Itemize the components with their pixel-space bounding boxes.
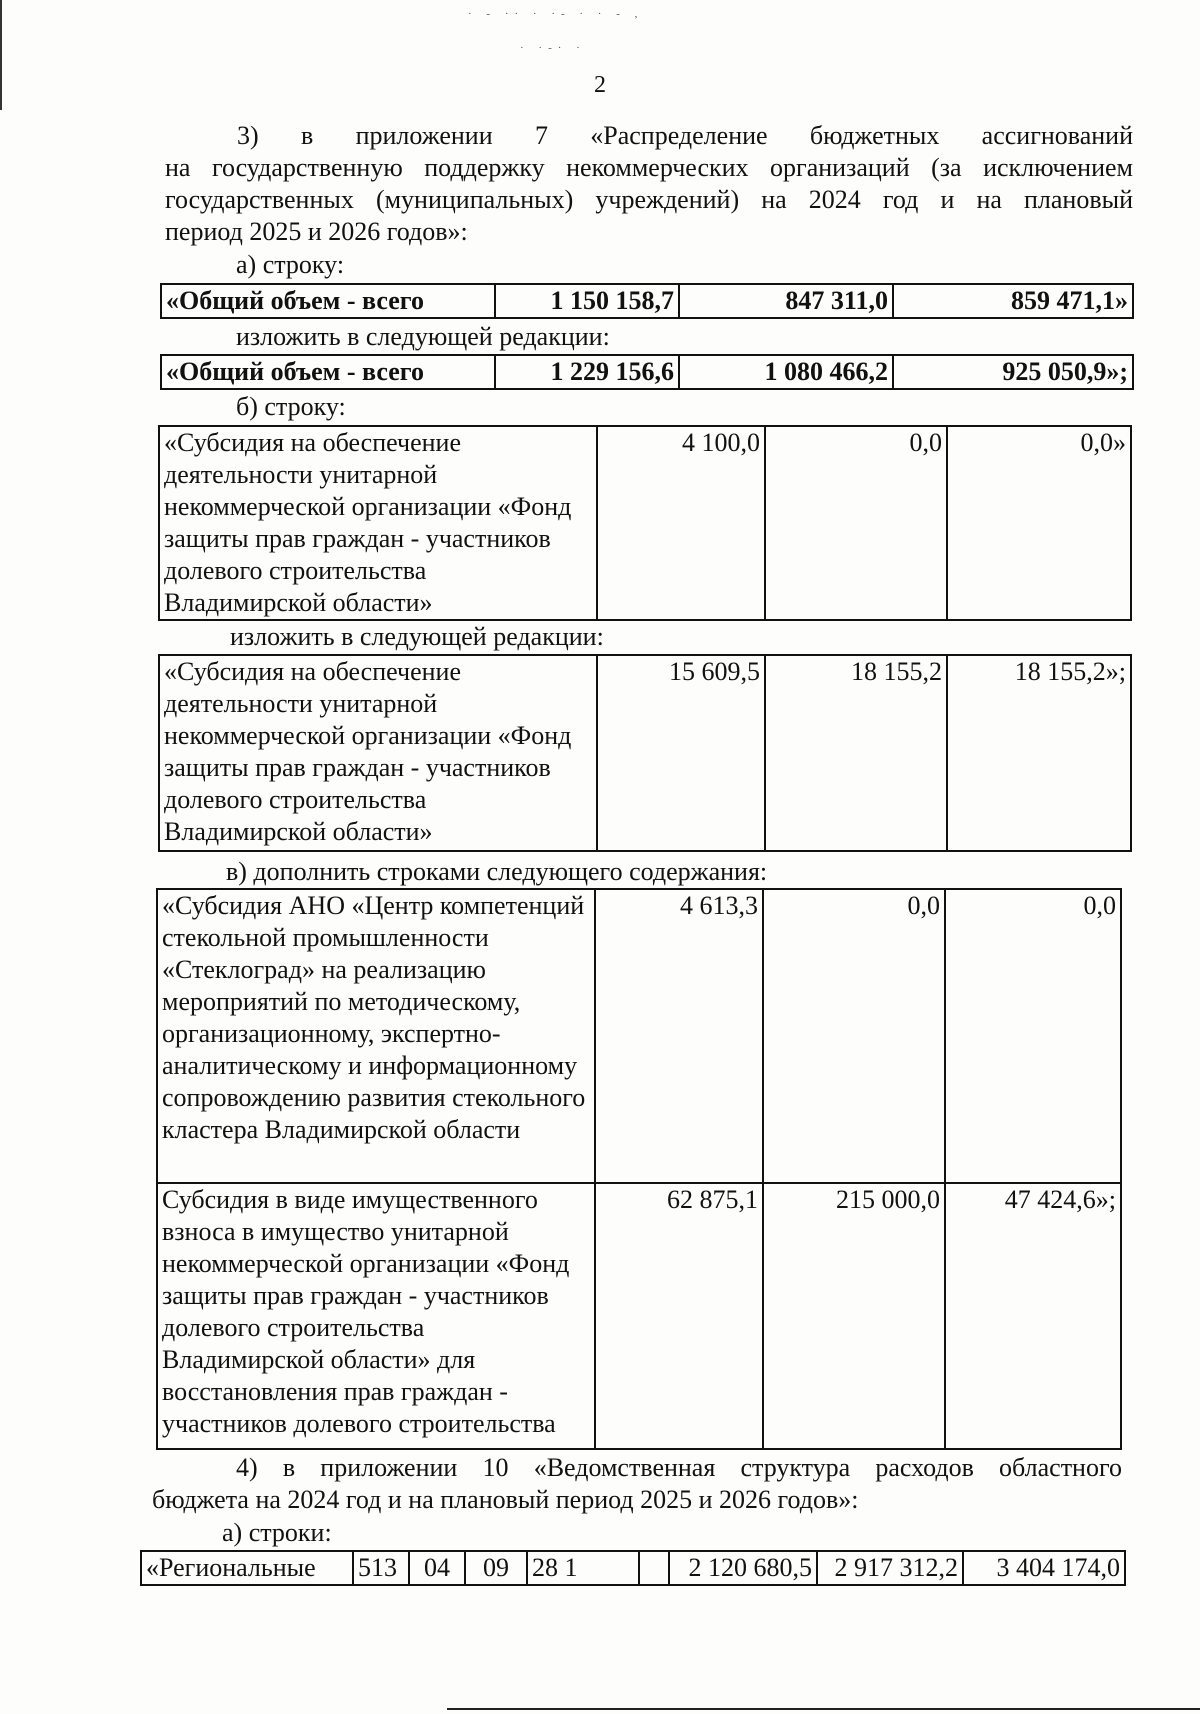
target-article-code: 28 1: [527, 1551, 639, 1585]
value-2025: 18 155,2: [765, 655, 947, 851]
table-row: [157, 1183, 1121, 1449]
item-4-line-2: бюджета на 2024 год и на плановый период 2025 и 2026 годов»:: [152, 1485, 859, 1514]
table-row: [141, 1551, 1125, 1585]
row-label: Субсидия в виде имущественного взноса в имущество унитарной некоммерческой организации «Фонд защиты прав граждан - участников долевого строительства Владимирской области» для восстановления прав граждан - участников долевого строительства: [157, 1183, 595, 1449]
value-2026: 925 050,9»;: [893, 355, 1133, 389]
row-label: «Субсидия на обеспечение деятельности унитарной некоммерческой организации «Фонд защиты прав граждан - участников долевого строительства Владимирской области»: [159, 655, 597, 851]
value-2024: 1 150 158,7: [495, 284, 679, 318]
total-row-old: [160, 283, 1134, 319]
value-2026: 47 424,6»;: [945, 1183, 1121, 1449]
replace-label: изложить в следующей редакции:: [230, 622, 604, 651]
item-3-line-2: на государственную поддержку некоммерческих организаций (за исключением: [165, 153, 1133, 182]
row-label: «Общий объем - всего: [161, 355, 495, 389]
sub-b-label: б) строку:: [236, 392, 346, 421]
regional-row: [140, 1550, 1126, 1586]
subsidy-rows-added: [156, 888, 1122, 1450]
item-3-line-1: 3) в приложении 7 «Распределение бюджетных ассигнований: [237, 121, 1133, 150]
section-code: 04: [409, 1551, 465, 1585]
value-2024: 1 229 156,6: [495, 355, 679, 389]
table-row: [159, 426, 1131, 620]
value-2024: 15 609,5: [597, 655, 765, 851]
scan-noise: · - ·· · ·- · · - ,: [468, 8, 644, 20]
item-3-line-3: государственных (муниципальных) учреждений) на 2024 год и на плановый: [165, 185, 1133, 214]
value-2026: 18 155,2»;: [947, 655, 1131, 851]
ministry-code: 513: [353, 1551, 409, 1585]
value-2025: 2 917 312,2: [817, 1551, 963, 1585]
value-2025: 215 000,0: [763, 1183, 945, 1449]
sub-c-label: в) дополнить строками следующего содержания:: [226, 857, 768, 886]
row-label: «Субсидия АНО «Центр компетенций стекольной промышленности «Стеклоград» на реализацию мероприятий по методическому, организационному, экспертно-аналитическому и информационному сопровождению развития стекольного кластера Владимирской области: [157, 889, 595, 1183]
subsection-code: 09: [465, 1551, 527, 1585]
value-2025: 847 311,0: [679, 284, 893, 318]
total-row-new: [160, 354, 1134, 390]
item-3-paragraph: [165, 120, 1133, 248]
value-2026: 859 471,1»: [893, 284, 1133, 318]
table-row: [161, 284, 1133, 318]
table-row: [161, 355, 1133, 389]
row-label: «Региональные: [141, 1551, 353, 1585]
item-4-line-1: 4) в приложении 10 «Ведомственная структура расходов областного: [236, 1453, 1122, 1482]
item-3-line-4: период 2025 и 2026 годов»:: [165, 217, 468, 246]
value-2024: 2 120 680,5: [669, 1551, 817, 1585]
replace-label: изложить в следующей редакции:: [236, 322, 610, 351]
expense-type-code: [639, 1551, 669, 1585]
scan-noise: · ·-· ·: [520, 42, 586, 54]
sub-a-label-item-4: а) строки:: [222, 1518, 332, 1547]
row-label: «Субсидия на обеспечение деятельности унитарной некоммерческой организации «Фонд защиты прав граждан - участников долевого строительства Владимирской области»: [159, 426, 597, 620]
value-2024: 4 613,3: [595, 889, 763, 1183]
value-2025: 1 080 466,2: [679, 355, 893, 389]
value-2025: 0,0: [765, 426, 947, 620]
page-bottom-edge: [447, 1708, 1200, 1710]
value-2026: 3 404 174,0: [963, 1551, 1125, 1585]
value-2024: 4 100,0: [597, 426, 765, 620]
item-4-paragraph: [152, 1452, 1122, 1516]
value-2026: 0,0: [945, 889, 1121, 1183]
value-2026: 0,0»: [947, 426, 1131, 620]
table-row: [157, 889, 1121, 1183]
page-number: 2: [594, 72, 606, 98]
subsidy-row-new: [158, 654, 1132, 852]
sub-a-label: а) строку:: [236, 250, 345, 279]
value-2024: 62 875,1: [595, 1183, 763, 1449]
table-row: [159, 655, 1131, 851]
value-2025: 0,0: [763, 889, 945, 1183]
subsidy-row-old: [158, 425, 1132, 621]
row-label: «Общий объем - всего: [161, 284, 495, 318]
